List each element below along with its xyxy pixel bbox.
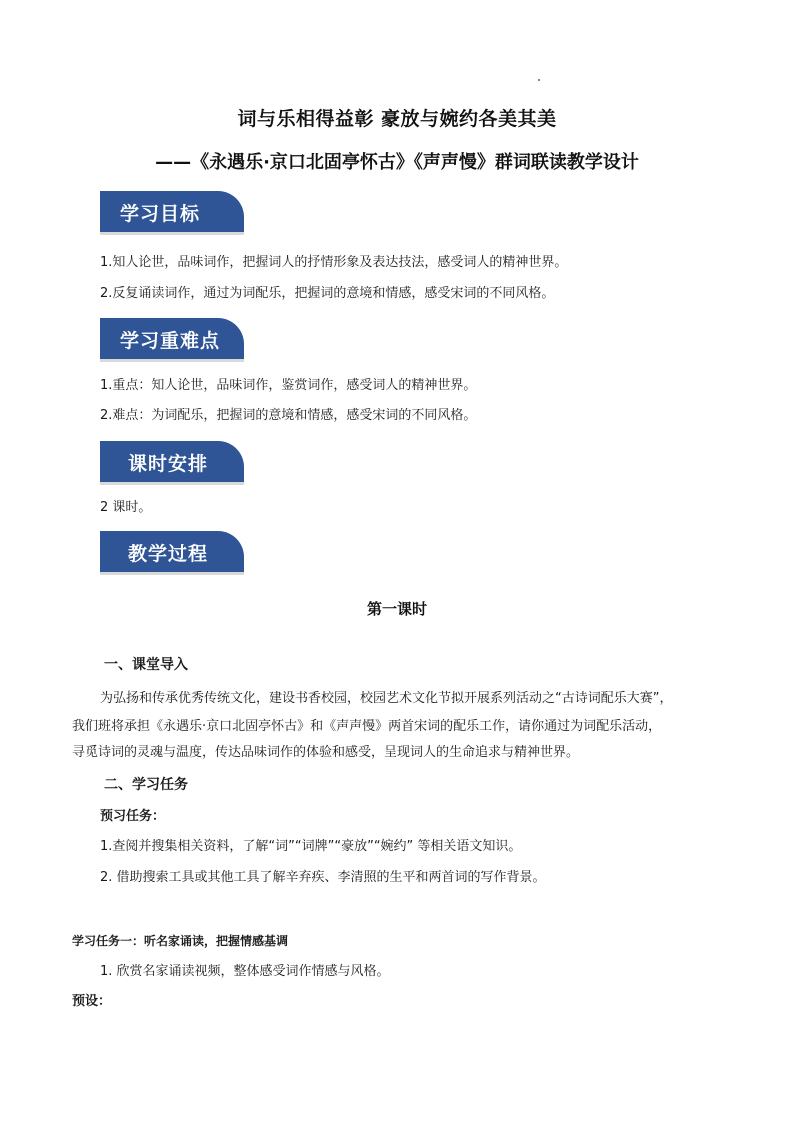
intro-line: 我们班将承担《永遇乐·京口北固亭怀古》和《声声慢》两首宋词的配乐工作，请你通过为词配乐活动， — [72, 719, 662, 734]
document-subtitle: ——《永遇乐·京口北固亭怀古》《声声慢》群词联读教学设计 — [155, 152, 639, 173]
preview-heading: 预习任务： — [100, 809, 166, 824]
objective-item: 2.反复诵读词作，通过为词配乐，把握词的意境和情感，感受宋词的不同风格。 — [100, 286, 555, 301]
section-banner-process — [100, 531, 244, 575]
section-banner-schedule — [100, 441, 244, 485]
section-heading-schedule: 课时安排 — [128, 453, 209, 475]
preview-item: 1.查阅并搜集相关资料，了解“词”“词牌”“豪放”“婉约” 等相关语文知识。 — [100, 839, 522, 854]
key-point-item: 2.难点：为词配乐，把握词的意境和情感，感受宋词的不同风格。 — [100, 408, 477, 423]
key-point-item: 1.重点：知人论世，品味词作，鉴赏词作，感受词人的精神世界。 — [100, 378, 477, 393]
preview-item: 2. 借助搜索工具或其他工具了解辛弃疾、李清照的生平和两首词的写作背景。 — [100, 870, 546, 885]
intro-heading: 一、课堂导入 — [104, 657, 188, 673]
section-heading-key-points: 学习重难点 — [120, 330, 221, 352]
task1-heading: 学习任务一：听名家诵读，把握情感基调 — [72, 934, 289, 948]
intro-line: 为弘扬和传承优秀传统文化，建设书香校园，校园艺术文化节拟开展系列活动之“古诗词配乐大赛”， — [100, 691, 673, 706]
intro-line: 寻觅诗词的灵魂与温度，传达品味词作的体验和感受，呈现词人的生命追求与精神世界。 — [72, 745, 580, 760]
document-title: 词与乐相得益彰 豪放与婉约各美其美 — [237, 108, 557, 130]
objective-item: 1.知人论世，品味词作，把握词人的抒情形象及表达技法，感受词人的精神世界。 — [100, 255, 568, 270]
schedule-text: 2 课时。 — [100, 500, 152, 515]
scan-dot — [538, 79, 540, 81]
preset-label: 预设： — [72, 994, 112, 1009]
task-heading: 二、学习任务 — [104, 777, 188, 793]
section-heading-objectives: 学习目标 — [120, 203, 201, 225]
task1-item: 1. 欣赏名家诵读视频，整体感受词作情感与风格。 — [100, 964, 390, 979]
section-banner-objectives — [100, 191, 244, 235]
lesson-title: 第一课时 — [366, 600, 427, 618]
section-banner-key-points — [100, 318, 244, 362]
section-heading-process: 教学过程 — [128, 543, 209, 565]
